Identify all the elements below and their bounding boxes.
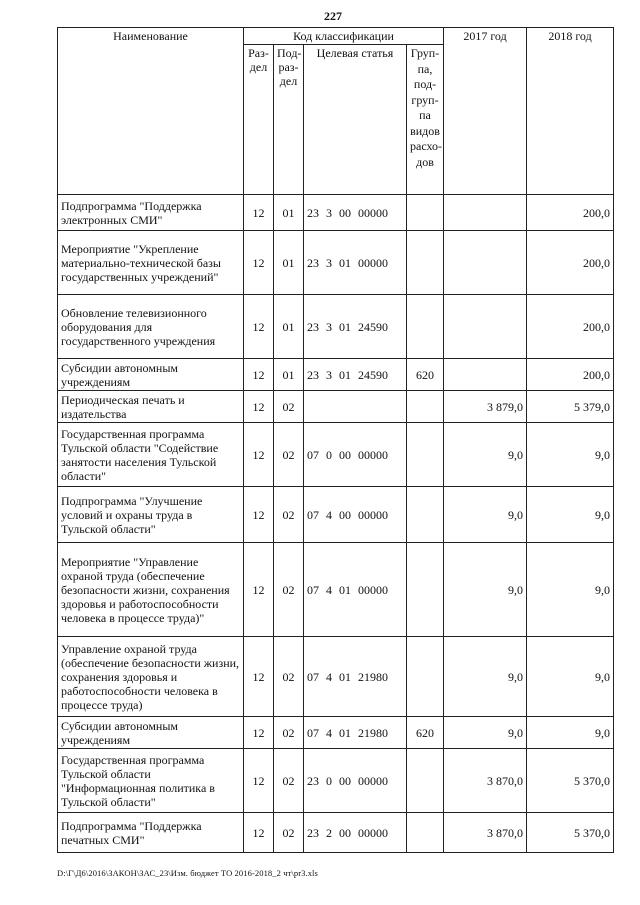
row-section: 12 <box>244 543 274 637</box>
row-expense-group <box>407 295 444 359</box>
row-subsection: 02 <box>274 487 304 543</box>
row-target-article: 07 0 00 00000 <box>304 423 407 487</box>
header-target-article: Целевая статья <box>304 45 407 195</box>
row-section: 12 <box>244 487 274 543</box>
row-name: Обновление телевизионного оборудования для государственного учреждения <box>58 295 244 359</box>
row-subsection: 01 <box>274 359 304 391</box>
row-value-2017: 9,0 <box>444 423 527 487</box>
row-value-2018: 9,0 <box>527 637 614 717</box>
row-expense-group <box>407 637 444 717</box>
header-section: Раз- дел <box>244 45 274 195</box>
row-value-2018: 5 379,0 <box>527 391 614 423</box>
row-name: Подпрограмма "Поддержка электронных СМИ" <box>58 195 244 231</box>
row-target-article: 23 3 00 00000 <box>304 195 407 231</box>
row-value-2017: 3 879,0 <box>444 391 527 423</box>
table-row <box>58 231 614 295</box>
row-subsection: 02 <box>274 717 304 749</box>
row-value-2017: 3 870,0 <box>444 749 527 813</box>
row-target-article: 07 4 00 00000 <box>304 487 407 543</box>
row-expense-group: 620 <box>407 717 444 749</box>
row-subsection: 02 <box>274 543 304 637</box>
row-name: Мероприятие "Укрепление материально-технической базы государственных учреждений" <box>58 231 244 295</box>
row-expense-group <box>407 813 444 853</box>
row-subsection: 02 <box>274 423 304 487</box>
row-expense-group: 620 <box>407 359 444 391</box>
table-row <box>58 813 614 853</box>
row-target-article: 07 4 01 00000 <box>304 543 407 637</box>
row-name: Субсидии автономным учреждениям <box>58 359 244 391</box>
row-expense-group <box>407 749 444 813</box>
row-target-article: 23 3 01 00000 <box>304 231 407 295</box>
row-subsection: 02 <box>274 637 304 717</box>
row-section: 12 <box>244 231 274 295</box>
table-row <box>58 717 614 749</box>
row-value-2018: 200,0 <box>527 231 614 295</box>
row-value-2018: 9,0 <box>527 543 614 637</box>
row-subsection: 02 <box>274 813 304 853</box>
header-classification-code: Код классификации <box>244 28 444 45</box>
row-section: 12 <box>244 749 274 813</box>
row-value-2017: 9,0 <box>444 487 527 543</box>
row-subsection: 02 <box>274 391 304 423</box>
row-value-2017: 9,0 <box>444 717 527 749</box>
table-row <box>58 295 614 359</box>
row-value-2018: 200,0 <box>527 295 614 359</box>
row-value-2018: 5 370,0 <box>527 749 614 813</box>
page-number: 227 <box>324 9 342 23</box>
row-value-2018: 200,0 <box>527 359 614 391</box>
row-expense-group <box>407 487 444 543</box>
row-target-article: 23 3 01 24590 <box>304 359 407 391</box>
row-name: Управление охраной труда (обеспечение безопасности жизни, сохранения здоровья и работоспособности человека в процессе труда) <box>58 637 244 717</box>
row-value-2017 <box>444 195 527 231</box>
row-value-2018: 9,0 <box>527 487 614 543</box>
file-path-footer: D:\Г\Д6\2016\ЗАКОН\ЗАС_23\Изм. бюджет ТО 2016-2018_2 чт\pr3.xls <box>57 868 318 878</box>
row-name: Периодическая печать и издательства <box>58 391 244 423</box>
row-section: 12 <box>244 195 274 231</box>
header-row-1 <box>58 28 614 45</box>
table-row <box>58 637 614 717</box>
row-name: Подпрограмма "Поддержка печатных СМИ" <box>58 813 244 853</box>
row-target-article: 23 3 01 24590 <box>304 295 407 359</box>
row-section: 12 <box>244 637 274 717</box>
row-target-article: 07 4 01 21980 <box>304 717 407 749</box>
row-subsection: 02 <box>274 749 304 813</box>
row-name: Государственная программа Тульской области "Информационная политика в Тульской области" <box>58 749 244 813</box>
table-row <box>58 391 614 423</box>
row-expense-group <box>407 231 444 295</box>
header-2018: 2018 год <box>527 28 614 195</box>
row-section: 12 <box>244 717 274 749</box>
header-subsection: Под- раз- дел <box>274 45 304 195</box>
row-value-2017 <box>444 359 527 391</box>
row-value-2017 <box>444 295 527 359</box>
header-2017: 2017 год <box>444 28 527 195</box>
table-row <box>58 749 614 813</box>
table-row <box>58 423 614 487</box>
row-section: 12 <box>244 423 274 487</box>
row-expense-group <box>407 195 444 231</box>
row-name: Подпрограмма "Улучшение условий и охраны труда в Тульской области" <box>58 487 244 543</box>
row-value-2017: 3 870,0 <box>444 813 527 853</box>
row-value-2018: 9,0 <box>527 717 614 749</box>
row-section: 12 <box>244 813 274 853</box>
row-value-2017: 9,0 <box>444 543 527 637</box>
row-name: Мероприятие "Управление охраной труда (обеспечение безопасности жизни, сохранения здоровья и работоспособности человека в процессе труда)" <box>58 543 244 637</box>
row-target-article <box>304 391 407 423</box>
table-row <box>58 359 614 391</box>
row-target-article: 07 4 01 21980 <box>304 637 407 717</box>
table-row <box>58 487 614 543</box>
row-value-2018: 9,0 <box>527 423 614 487</box>
row-expense-group <box>407 423 444 487</box>
row-section: 12 <box>244 295 274 359</box>
row-value-2017 <box>444 231 527 295</box>
budget-table <box>57 27 614 853</box>
row-subsection: 01 <box>274 195 304 231</box>
row-value-2017: 9,0 <box>444 637 527 717</box>
row-value-2018: 200,0 <box>527 195 614 231</box>
table-row <box>58 195 614 231</box>
row-target-article: 23 2 00 00000 <box>304 813 407 853</box>
row-subsection: 01 <box>274 231 304 295</box>
row-value-2018: 5 370,0 <box>527 813 614 853</box>
header-name: Наименование <box>58 28 244 195</box>
row-section: 12 <box>244 359 274 391</box>
row-subsection: 01 <box>274 295 304 359</box>
row-expense-group <box>407 543 444 637</box>
row-target-article: 23 0 00 00000 <box>304 749 407 813</box>
row-name: Государственная программа Тульской области "Содействие занятости населения Тульской области" <box>58 423 244 487</box>
row-section: 12 <box>244 391 274 423</box>
header-expense-group: Груп- па, под- груп- па видов расхо- дов <box>407 45 444 195</box>
table-row <box>58 543 614 637</box>
row-name: Субсидии автономным учреждениям <box>58 717 244 749</box>
row-expense-group <box>407 391 444 423</box>
